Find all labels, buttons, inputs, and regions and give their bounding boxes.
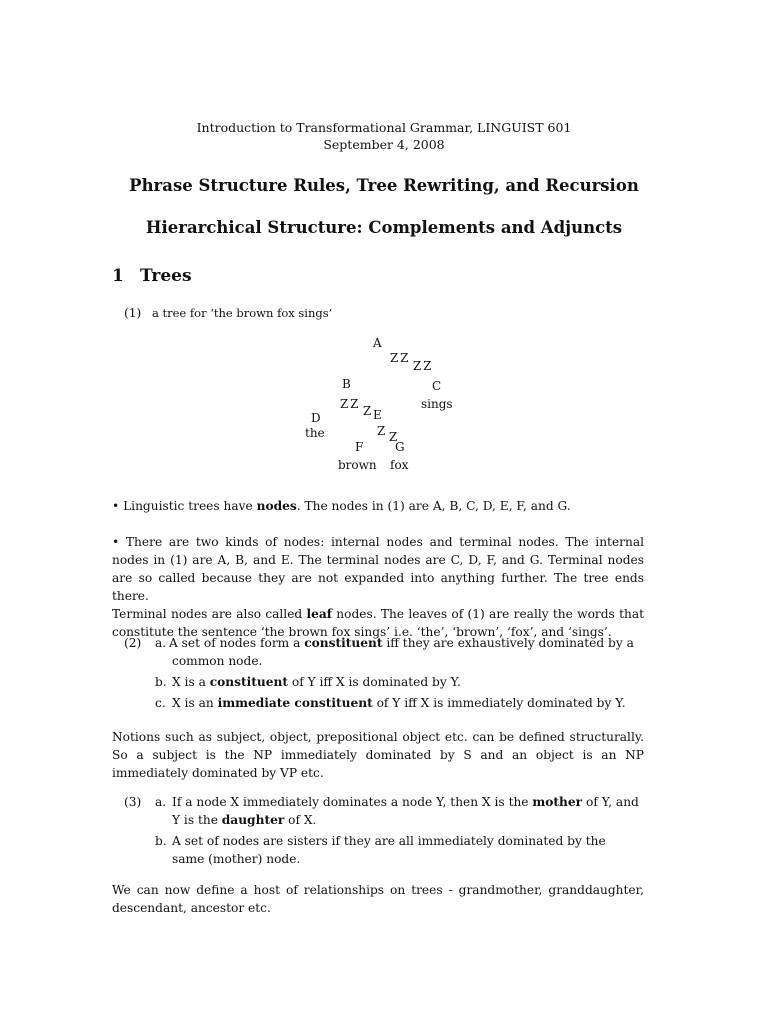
example-2b-text: X is a constituent of Y iff X is dominated by Y. xyxy=(172,675,461,689)
example-1-label: (1) xyxy=(124,306,142,320)
example-2b-label: b. xyxy=(155,675,167,689)
paragraph-node-kinds: • There are two kinds of nodes: internal nodes and terminal nodes. The internal nodes in (1) are A, B, and E. The terminal nodes are C, D, F, and G. Terminal nodes are so called because they are not expanded into anything further. The tree ends there. Terminal nodes are also called leaf nodes. The leaves of (1) are really the words that constitute the sentence ‘the brown fox sings’ i.e. ‘the’, ‘brown’, ‘fox’, and ‘sings’. xyxy=(112,535,644,639)
term-leaf: leaf xyxy=(306,607,333,621)
main-title: Phrase Structure Rules, Tree Rewriting, and Recursion xyxy=(129,176,639,195)
tree-word-fox: fox xyxy=(390,458,409,472)
tree-node-g: G xyxy=(395,440,405,454)
tree-word-sings: sings xyxy=(421,397,453,411)
example-2-label: (2) xyxy=(124,636,142,650)
term-nodes: nodes xyxy=(256,499,297,513)
example-3b-label: b. xyxy=(155,834,167,848)
paragraph-relationships: We can now define a host of relationships on trees - grandmother, granddaughter, descendant, ancestor etc. xyxy=(112,883,644,915)
example-3b-text: A set of nodes are sisters if they are all immediately dominated by the same (mother) node. xyxy=(172,834,606,866)
tree-branch-glyph: Z xyxy=(389,430,397,444)
course-date: September 4, 2008 xyxy=(323,137,445,152)
example-2a-text: A set of nodes form a constituent iff they are exhaustively dominated by a common node. xyxy=(169,636,634,668)
tree-node-e: E xyxy=(373,408,382,422)
paragraph-structural-notions: Notions such as subject, object, prepositional object etc. can be defined structurally. So a subject is the NP immediately dominated by S and an object is an NP immediately dominated by VP etc. xyxy=(112,730,644,780)
tree-node-a: A xyxy=(373,336,382,350)
tree-word-the: the xyxy=(305,426,325,440)
tree-branch-glyph: Z Z xyxy=(340,397,358,411)
tree-branch-glyph: Z xyxy=(363,404,371,418)
bullet: • xyxy=(112,499,120,513)
tree-node-d: D xyxy=(311,411,321,425)
bullet: • xyxy=(112,535,120,549)
example-2a-label: a. xyxy=(155,636,167,650)
tree-node-f: F xyxy=(355,440,364,454)
tree-node-b: B xyxy=(342,377,351,391)
tree-word-brown: brown xyxy=(338,458,377,472)
example-1-caption: a tree for ‘the brown fox sings’ xyxy=(152,306,333,320)
section-heading xyxy=(112,266,192,286)
tree-node-c: C xyxy=(432,379,442,393)
section-number: 1 xyxy=(112,266,124,286)
tree-branch-glyph: Z xyxy=(377,424,385,438)
example-3a-label: a. xyxy=(155,795,167,809)
paragraph-nodes: • Linguistic trees have nodes. The nodes in (1) are A, B, C, D, E, F, and G. xyxy=(112,499,571,513)
course-header: Introduction to Transformational Grammar, LINGUIST 601 xyxy=(196,120,572,135)
example-3-label: (3) xyxy=(124,795,142,809)
example-2c-text: X is an immediate constituent of Y iff X is immediately dominated by Y. xyxy=(172,696,626,710)
sub-title: Hierarchical Structure: Complements and Adjuncts xyxy=(145,218,623,237)
tree-branch-glyph: Z Z xyxy=(390,351,408,365)
example-2c-label: c. xyxy=(155,696,166,710)
tree-branch-glyph: Z Z xyxy=(413,359,431,373)
example-3a-text: If a node X immediately dominates a node Y, then X is the mother of Y, and Y is the daughter of X. xyxy=(172,795,639,827)
section-title: Trees xyxy=(140,266,192,286)
